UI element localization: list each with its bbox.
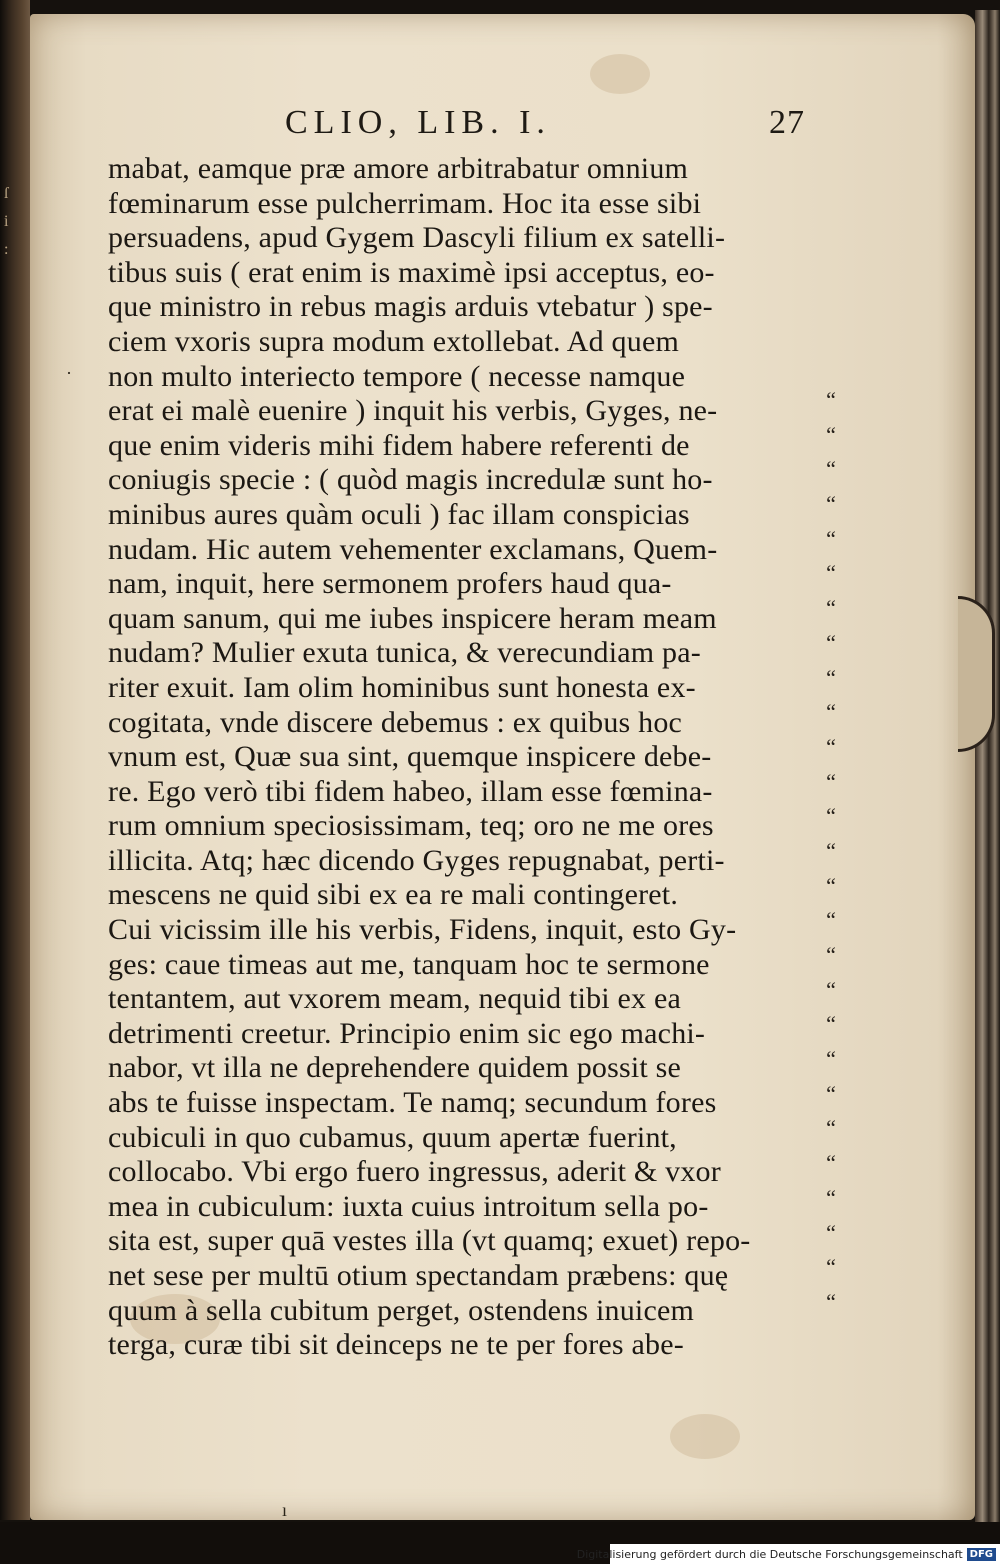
page-number: 27 <box>769 104 805 141</box>
text-line: re. Ego verò tibi fidem habeo, illam esse fœmina- <box>108 774 713 808</box>
dfg-logo: DFG <box>967 1548 996 1561</box>
text-line: non multo interiecto tempore ( necesse namque <box>108 359 686 393</box>
quote-mark: “ <box>826 387 836 412</box>
body-text <box>108 152 808 1363</box>
text-line: erat ei malè euenire ) inquit his verbis, Gyges, ne- <box>108 394 718 428</box>
text-line: rum omnium speciosissimam, teq; oro ne me ores <box>108 809 714 843</box>
margin-quote-marks <box>814 383 848 1320</box>
text-line: mabat, eamque præ amore arbitrabatur omnium <box>108 152 689 185</box>
quote-mark: “ <box>826 699 836 725</box>
text-line: mescens ne quid sibi ex ea re mali contingeret. <box>108 878 679 912</box>
text-line: collocabo. Vbi ergo fuero ingressus, aderit & vxor <box>108 1155 721 1189</box>
digitization-credit <box>576 1544 1000 1564</box>
credit-text: Digitalisierung gefördert durch die Deutsche Forschungsgemeinschaft <box>576 1547 963 1561</box>
quote-mark: “ <box>826 907 836 933</box>
text-line: nudam. Hic autem vehementer exclamans, Quem- <box>108 532 718 566</box>
page-stain <box>670 1414 740 1459</box>
text-line: nudam? Mulier exuta tunica, & verecundiam pa- <box>108 636 701 670</box>
text-line: nabor, vt illa ne deprehendere quidem possit se <box>108 1051 682 1085</box>
quote-mark: “ <box>826 595 836 621</box>
ink-speck: · <box>66 363 72 383</box>
text-line: minibus aures quàm oculi ) fac illam conspicias <box>108 497 690 531</box>
text-line: terga, curæ tibi sit deinceps ne te per fores abe- <box>108 1328 684 1362</box>
text-line: vnum est, Quæ sua sint, quemque inspicere debe- <box>108 740 712 774</box>
text-line: detrimenti creetur. Principio enim sic ego machi- <box>108 1016 706 1050</box>
quote-mark: “ <box>826 837 836 863</box>
quote-mark: “ <box>826 560 836 586</box>
text-line: tibus suis ( erat enim is maximè ipsi acceptus, eo- <box>108 255 715 289</box>
ink-speck: ı <box>282 1500 288 1520</box>
text-line: illicita. Atq; hæc dicendo Gyges repugnabat, perti- <box>108 843 725 877</box>
text-line: coniugis specie : ( quòd magis incredulæ sunt ho- <box>108 463 713 497</box>
quote-mark: “ <box>826 1115 836 1141</box>
quote-mark: “ <box>826 1288 836 1314</box>
quote-mark: “ <box>826 1184 836 1210</box>
text-line: persuadens, apud Gygem Dascyli filium ex satelli- <box>108 221 726 255</box>
quote-mark: “ <box>826 733 836 759</box>
text-line: mea in cubiculum: iuxta cuius introitum sella po- <box>108 1189 709 1223</box>
quote-mark: “ <box>826 1219 836 1245</box>
quote-mark: “ <box>826 768 836 794</box>
text-line: riter exuit. Iam olim hominibus sunt honesta ex- <box>108 670 696 704</box>
quote-mark: “ <box>826 1150 836 1176</box>
quote-mark: “ <box>826 976 836 1002</box>
text-line: que enim videris mihi fidem habere referenti de <box>108 428 690 462</box>
quote-mark: “ <box>826 664 836 690</box>
text-line: tentantem, aut vxorem meam, nequid tibi ex ea <box>108 982 681 1016</box>
quote-mark: “ <box>826 421 836 447</box>
quote-mark: “ <box>826 525 836 551</box>
quote-mark: “ <box>826 942 836 967</box>
quote-mark: “ <box>826 803 836 829</box>
quote-mark: “ <box>826 872 836 898</box>
text-line: quam sanum, qui me iubes inspicere heram meam <box>108 601 717 635</box>
quote-mark: “ <box>826 1046 836 1072</box>
quote-mark: “ <box>826 1011 836 1037</box>
page-edge <box>975 10 1000 1522</box>
text-line: ciem vxoris supra modum extollebat. Ad quem <box>108 324 679 358</box>
text-line: nam, inquit, here sermonem profers haud qua- <box>108 567 672 601</box>
quote-mark: “ <box>826 456 836 482</box>
text-line: ges: caue timeas aut me, tanquam hoc te sermone <box>108 947 710 981</box>
running-head <box>285 104 805 150</box>
text-line: quum à sella cubitum perget, ostendens inuicem <box>108 1293 695 1327</box>
running-head-title: CLIO, LIB. I. <box>285 104 551 141</box>
text-line: Cui vicissim ille his verbis, Fidens, inquit, esto Gy- <box>108 913 737 947</box>
text-line: abs te fuisse inspectam. Te namq; secundum fores <box>108 1086 717 1120</box>
text-line: sita est, super quā vestes illa (vt quamq; exuet) repo- <box>108 1224 751 1258</box>
quote-mark: “ <box>826 1080 836 1106</box>
text-line: que ministro in rebus magis arduis vtebatur ) spe- <box>108 290 713 324</box>
page-stain <box>590 54 650 94</box>
text-line: cogitata, vnde discere debemus : ex quibus hoc <box>108 705 683 739</box>
quote-mark: “ <box>826 1254 836 1280</box>
book-spine <box>0 0 30 1520</box>
previous-page-fringe: ſ i : <box>4 185 9 258</box>
text-line: fœminarum esse pulcherrimam. Hoc ita esse sibi <box>108 186 702 220</box>
text-line: cubiculi in quo cubamus, quum apertæ fuerint, <box>108 1120 677 1154</box>
page-clip <box>958 596 995 752</box>
quote-mark: “ <box>826 629 836 655</box>
text-line: net sese per multū otium spectandam præbens: quę <box>108 1259 729 1292</box>
quote-mark: “ <box>826 491 836 517</box>
